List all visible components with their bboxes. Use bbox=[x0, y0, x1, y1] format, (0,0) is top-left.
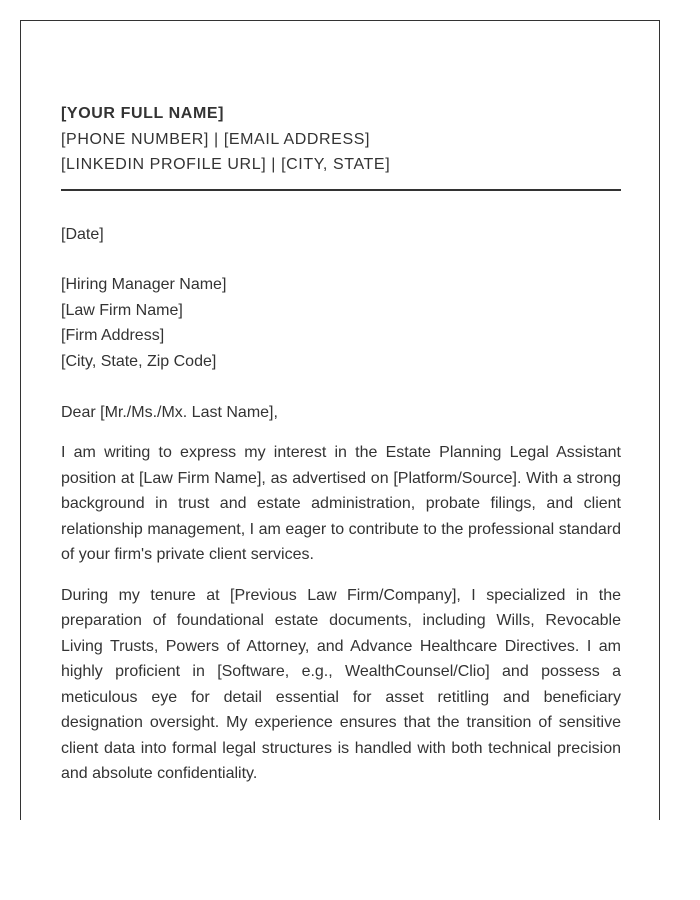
recipient-block bbox=[61, 272, 621, 374]
letter-date: [Date] bbox=[61, 226, 104, 243]
header-divider bbox=[61, 189, 621, 191]
salutation: Dear [Mr./Ms./Mx. Last Name], bbox=[61, 404, 278, 421]
contact-line-phone-email: [PHONE NUMBER] | [EMAIL ADDRESS] bbox=[61, 131, 371, 148]
recipient-address: [Firm Address] bbox=[61, 327, 165, 344]
document-page bbox=[20, 20, 660, 820]
contact-line-linkedin-location: [LINKEDIN PROFILE URL] | [CITY, STATE] bbox=[61, 156, 391, 173]
recipient-firm: [Law Firm Name] bbox=[61, 301, 183, 319]
recipient-name: [Hiring Manager Name] bbox=[61, 276, 227, 293]
recipient-city-state-zip: [City, State, Zip Code] bbox=[61, 352, 217, 370]
letter-body bbox=[61, 101, 621, 787]
applicant-name: [YOUR FULL NAME] bbox=[61, 105, 225, 122]
letterhead bbox=[61, 101, 621, 177]
body-paragraph-1: I am writing to express my interest in the Estate Planning Legal Assistant position at [Law Firm Name], as advertised on [Platform/Source]. With a strong background in trust and estate administration, probate filings, and client relationship management, I am eager to contribute to the professional standard of your firm's private client services. bbox=[61, 444, 621, 563]
body-paragraph-2: During my tenure at [Previous Law Firm/Company], I specialized in the preparation of foundational estate documents, including Wills, Revocable Living Trusts, Powers of Attorney, and Advance Healthcare Directives. I am highly proficient in [Software, e.g., WealthCounsel/Clio] and possess a meticulous eye for detail essential for asset retitling and beneficiary designation oversight. My experience ensures that the transition of sensitive client data into formal legal structures is handled with both technical precision and absolute confidentiality. bbox=[61, 586, 621, 782]
